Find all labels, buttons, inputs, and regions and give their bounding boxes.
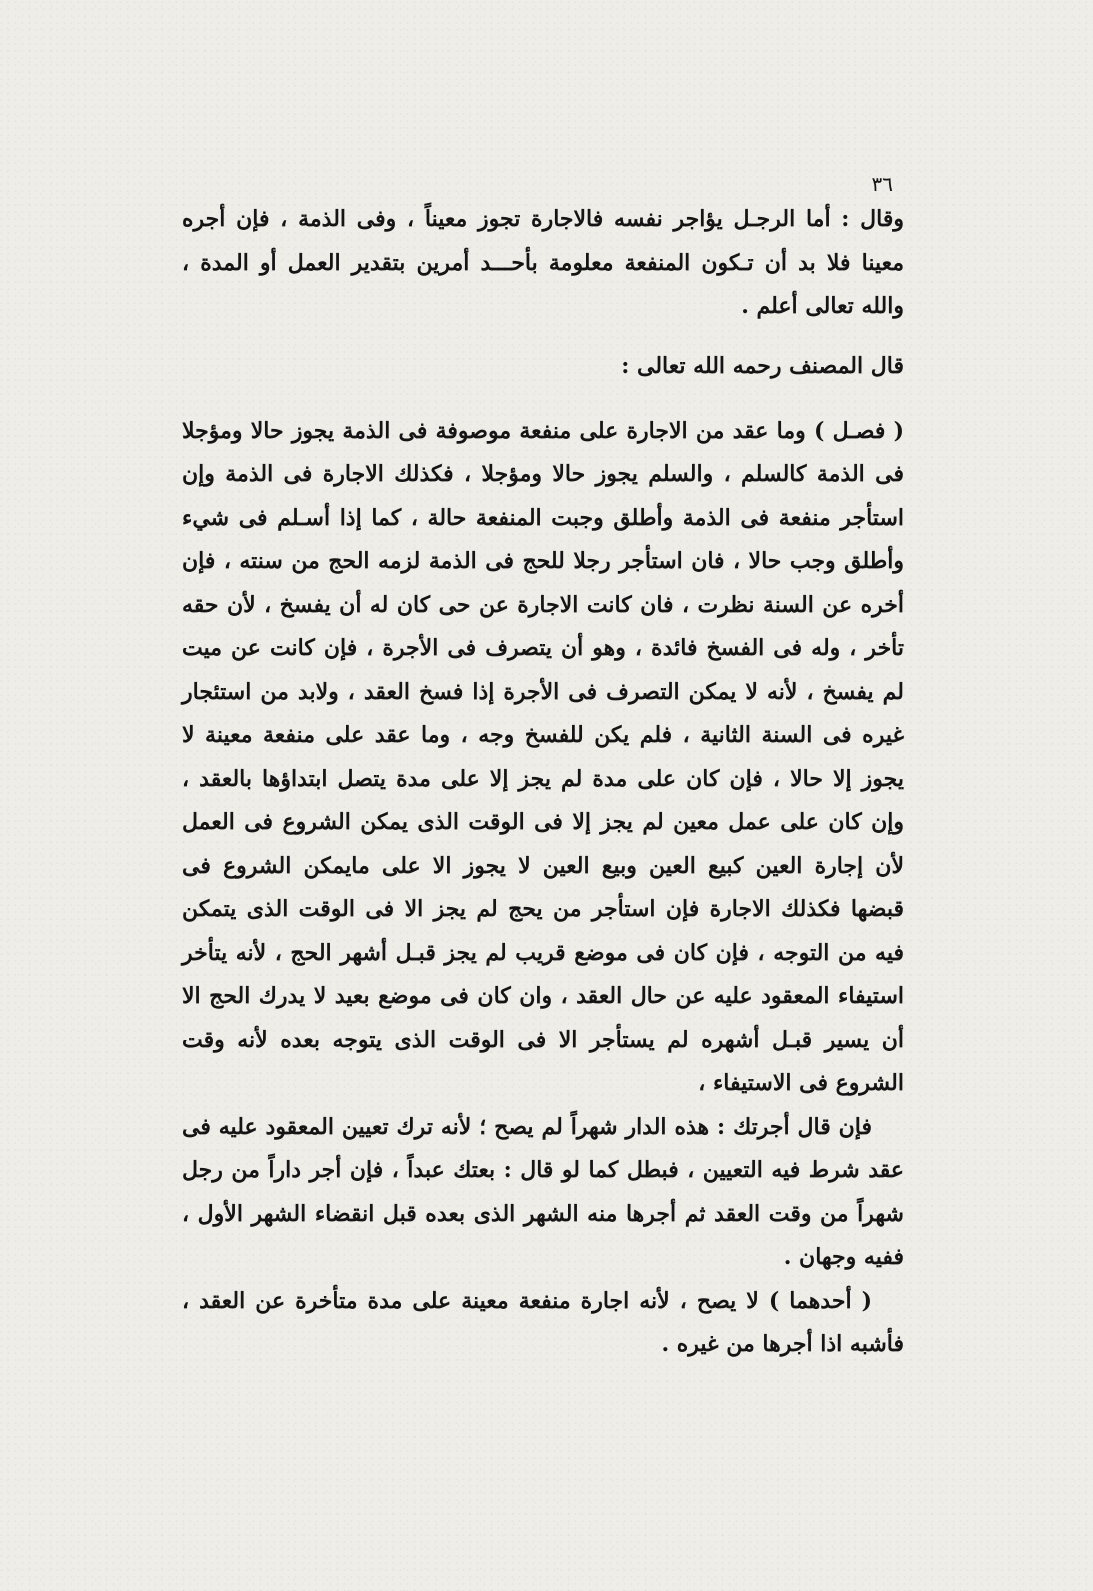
intro-paragraph: وقال : أما الرجـل يؤاجر نفسه فالاجارة تجوز معيناً ، وفى الذمة ، فإن أجره معينا فلا بد أن تـكون المنفعة معلومة بأحـــد أمرين بتقدير العمل أو المدة ، والله تعالى أعلم . — [182, 206, 904, 319]
page-number: ٣٦ — [871, 172, 893, 196]
rental-paragraph: فإن قال أجرتك : هذه الدار شهراً لم يصح ؛ لأنه ترك تعيين المعقود عليه فى عقد شرط فيه التعيين ، فبطل كما لو قال : بعتك عبداً ، فإن أجر داراً من رجل شهراً من وقت العقد ثم أجرها منه الشهر الذى بعده قبل انقضاء الشهر الأول ، ففيه وجهان . — [182, 1113, 905, 1270]
main-section-paragraph: ( فصـل ) وما عقد من الاجارة على منفعة موصوفة فى الذمة يجوز حالا ومؤجلا فى الذمة كالسلم ، والسلم يجوز حالا ومؤجلا ، فكذلك الاجارة فى الذمة وإن استأجر منفعة فى الذمة وأطلق وجبت المنفعة حالة ، كما إذا أسـلم فى شيء وأطلق وجب حالا ، فان استأجر رجلا للحج فى الذمة لزمه الحج من سنته ، فإن أخره عن السنة نظرت ، فان كانت الاجارة عن حى كان له أن يفسخ ، لأن حقه تأخر ، وله فى الفسخ فائدة ، وهو أن يتصرف فى الأجرة ، فإن كانت عن ميت لم يفسخ ، لأنه لا يمكن التصرف فى الأجرة إذا فسخ العقد ، ولابد من استئجار غيره فى السنة الثانية ، فلم يكن للفسخ وجه ، وما عقد على منفعة معينة لا يجوز إلا حالا ، فإن كان على مدة لم يجز إلا على مدة يتصل ابتداؤها بالعقد ، وإن كان على عمل معين لم يجز إلا فى الوقت الذى يمكن الشروع فى العمل لأن إجارة العين كبيع العين وبيع العين لا يجوز الا على مايمكن الشروع فى قبضها فكذلك الاجارة فإن استأجر من يحج لم يجز الا فى الوقت الذى يتمكن فيه من التوجه ، فإن كان فى موضع قريب لم يجز قبـل أشهر الحج ، لأنه يتأخر استيفاء المعقود عليه عن حال العقد ، وان كان فى موضع بعيد لا يدرك الحج الا أن يسير قبـل أشهره لم يستأجر الا فى الوقت الذى يتوجه بعده لأنه وقت الشروع فى الاستيفاء ، — [182, 417, 904, 1096]
document-text — [182, 198, 904, 1367]
first-opinion-paragraph: ( أحدهما ) لا يصح ، لأنه اجارة منفعة معينة على مدة متأخرة عن العقد ، فأشبه اذا أجرها من غيره . — [182, 1287, 904, 1357]
section-heading: قال المصنف رحمه الله تعالى : — [621, 352, 904, 379]
